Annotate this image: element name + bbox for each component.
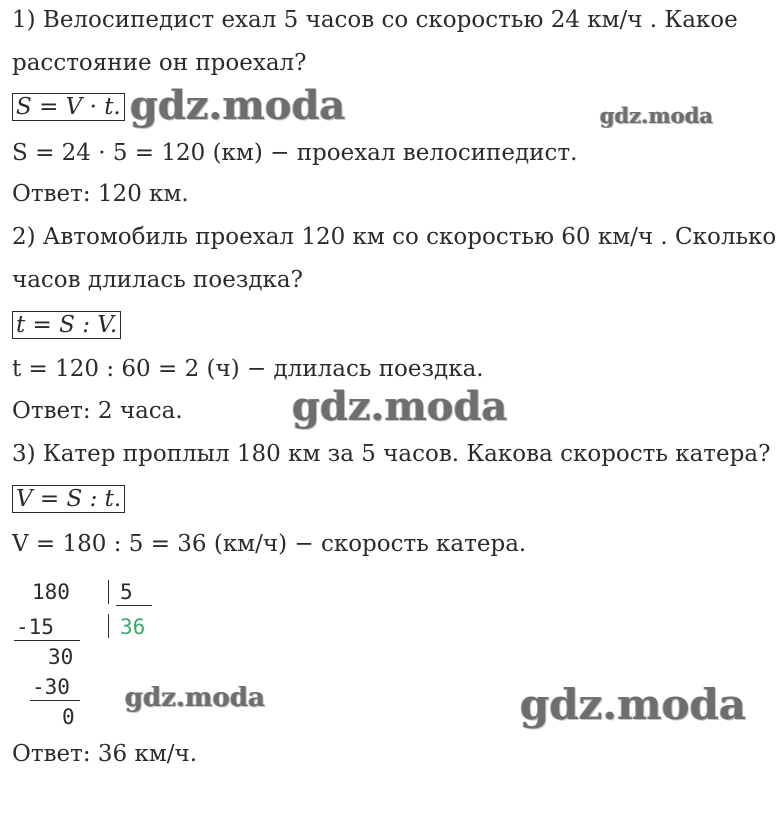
problem1-answer: Ответ: 120 км.	[12, 181, 189, 207]
problem3-answer: Ответ: 36 км/ч.	[12, 741, 198, 767]
step2-remainder: 0	[62, 705, 75, 729]
problem2-text-line1: 2) Автомобиль проехал 120 км со скоростью 60 км/ч . Сколько	[12, 224, 777, 250]
watermark: gdz.moda	[520, 680, 747, 729]
step1-remainder: 30	[48, 645, 74, 669]
step2-subtrahend: -30	[32, 675, 70, 699]
dividend: 180	[32, 580, 70, 604]
step1-subtrahend: -15	[16, 615, 54, 639]
quotient: 36	[120, 615, 146, 639]
divisor-underline	[116, 605, 152, 606]
step2-line	[30, 700, 80, 701]
formula-box: t = S : V.	[12, 311, 121, 339]
problem3-text-line1: 3) Катер проплыл 180 км за 5 часов. Какова скорость катера?	[12, 441, 771, 467]
problem2-text-line2: часов длилась поездка?	[12, 267, 303, 293]
division-bar-top	[108, 580, 109, 604]
watermark: gdz.moda	[292, 383, 508, 430]
divisor: 5	[120, 580, 133, 604]
problem3-formula	[12, 485, 125, 513]
watermark: gdz.moda	[130, 82, 346, 129]
problem2-answer: Ответ: 2 часа.	[12, 398, 183, 424]
problem3-calc: V = 180 : 5 = 36 (км/ч) − скорость катера.	[12, 531, 527, 557]
formula-box: V = S : t.	[12, 485, 125, 513]
problem2-formula	[12, 311, 121, 339]
problem1-calc: S = 24 · 5 = 120 (км) − проехал велосипедист.	[12, 140, 578, 166]
division-bar-bottom	[108, 614, 109, 638]
step1-line	[14, 640, 80, 641]
watermark: gdz.moda	[125, 683, 266, 713]
problem1-text-line2: расстояние он проехал?	[12, 50, 307, 76]
problem2-calc: t = 120 : 60 = 2 (ч) − длилась поездка.	[12, 356, 484, 382]
problem1-formula	[12, 93, 125, 121]
watermark: gdz.moda	[600, 103, 714, 128]
problem1-text-line1: 1) Велосипедист ехал 5 часов со скоростью 24 км/ч . Какое	[12, 7, 738, 33]
formula-box: S = V · t.	[12, 93, 125, 121]
